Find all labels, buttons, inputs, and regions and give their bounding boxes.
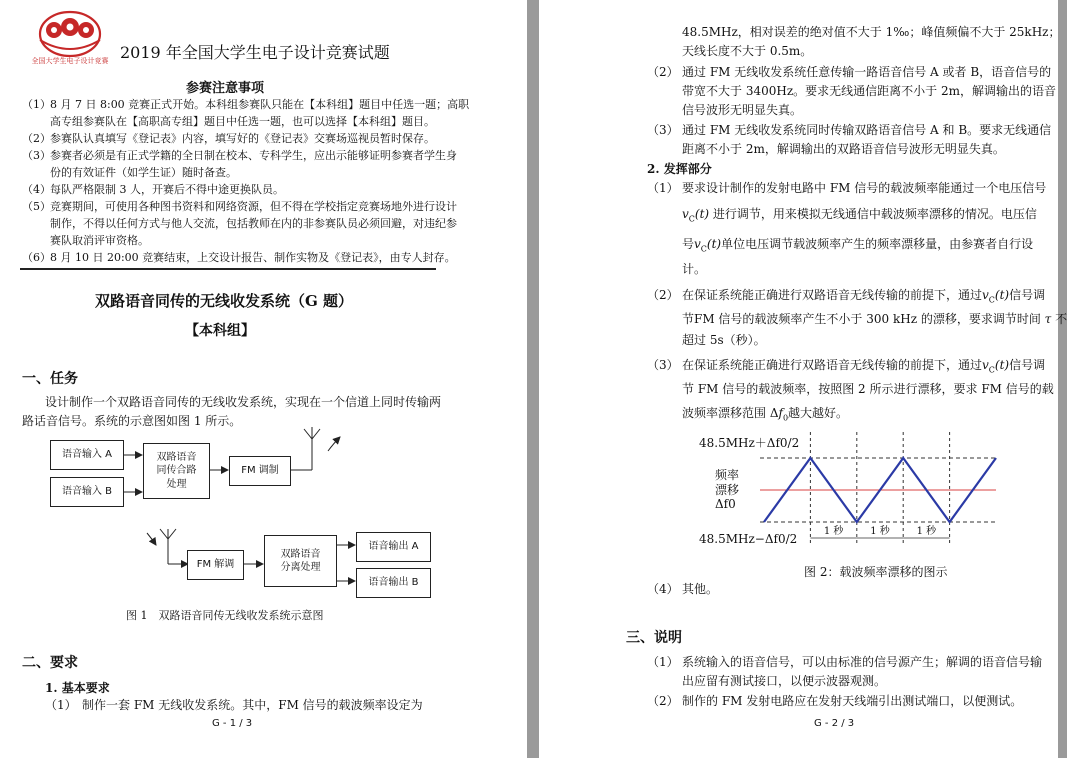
- ext3-number: （3）: [647, 358, 679, 372]
- group-label: 【本科组】: [185, 323, 255, 339]
- notice-line: （6）8 月 10 日 20:00 竞赛结束，上交设计报告、制作实物及《登记表》，由专人封存。: [22, 251, 456, 264]
- note1-line1: 系统输入的语音信号，可以由标准的信号源产生；解调的语音信号输: [682, 655, 1043, 669]
- notice-line: （5）竞赛期间，可使用各种图书资料和网络资源，但不得在学校指定竞赛场地外进行设计: [22, 200, 457, 213]
- header-title: 2019 年全国大学生电子设计竞赛试题: [120, 43, 390, 62]
- fm-modulation-block: FM 调制: [229, 456, 291, 486]
- chart-ylabel-line2: 漂移: [715, 483, 740, 497]
- interval-label: 1 秒: [870, 526, 890, 537]
- ext1-number: （1）: [647, 181, 679, 195]
- notice-line: （1）8 月 7 日 8:00 竞赛正式开始。本科组参赛队只能在【本科组】题目中任选一题；高职: [22, 98, 470, 111]
- chart-ylabel-line3: Δf0: [715, 497, 736, 511]
- ext3-line1: 在保证系统能正确进行双路语音无线传输的前提下，通过$v_C(t)$信号调: [682, 358, 1046, 375]
- notice-line: 高专组参赛队在【高职高专组】题目中任选一题，也可以选择【本科组】题目。: [50, 115, 435, 128]
- chart-bottom-label: 48.5MHz−Δf0/2: [699, 532, 798, 546]
- ext2-line1: 在保证系统能正确进行双路语音无线传输的前提下，通过$v_C(t)$信号调: [682, 288, 1046, 305]
- req1-continuation-line1: 48.5MHz，相对误差的绝对值不大于 1‰；峰值频偏不大于 25kHz；: [682, 25, 1061, 39]
- problem-title: 双路语音同传的无线收发系统（G 题）: [95, 292, 354, 310]
- divider: [20, 268, 436, 270]
- document-page-1: [0, 0, 527, 758]
- notice-line: 份的有效证件（如学生证）随时备查。: [50, 166, 237, 179]
- task-text-line2: 路话音信号。系统的示意图如图 1 所示。: [22, 414, 242, 428]
- chart-ylabel-line1: 频率: [715, 468, 740, 482]
- ext2-number: （2）: [647, 288, 679, 302]
- page-number-1: G - 1 / 3: [212, 718, 253, 729]
- advanced-requirements-heading: 2. 发挥部分: [647, 162, 712, 176]
- figure2-caption: 图 2：载波频率漂移的图示: [804, 565, 948, 579]
- mix-block: 双路语音 同传合路 处理: [143, 443, 210, 499]
- ext3-line3: 波频率漂移范围 $\Delta f_0$越大越好。: [682, 406, 849, 423]
- interval-label: 1 秒: [823, 526, 844, 537]
- input-a-block: 语音输入 A: [50, 440, 124, 470]
- input-b-block: 语音输入 B: [50, 477, 124, 507]
- ext2-line3: 超过 5s（秒）。: [682, 333, 766, 347]
- logo-text: 全国大学生电子设计竞赛: [31, 57, 109, 65]
- req3-number: （3）: [647, 123, 679, 137]
- ext2-line2: 节FM 信号的载波频率产生不小于 300 kHz 的漂移，要求调节时间 τ 不: [682, 312, 1067, 326]
- req2-number: （2）: [647, 65, 679, 79]
- req1-continuation-line2: 天线长度不大于 0.5m。: [682, 44, 813, 58]
- req2-line2: 带宽不大于 3400Hz。要求无线通信距离不小于 2m，解调输出的语音: [682, 84, 1056, 98]
- figure1-caption: 图 1 双路语音同传无线收发系统示意图: [126, 609, 324, 622]
- notice-line: （2）参赛队认真填写《登记表》内容，填写好的《登记表》交赛场巡视员暂时保存。: [22, 132, 435, 145]
- fm-demodulation-block: FM 解调: [187, 550, 244, 580]
- chart-top-label: 48.5MHz＋Δf0/2: [699, 436, 800, 450]
- note2-line1: 制作的 FM 发射电路应在发射天线端引出测试端口，以便测试。: [682, 694, 1023, 708]
- req1-number: （1）: [45, 698, 77, 712]
- note1-line2: 出应留有测试接口，以便示波器观测。: [682, 674, 887, 688]
- notice-title: 参赛注意事项: [186, 81, 265, 96]
- notice-line: 制作，不得以任何方式与他人交流，包括教师在内的非参赛队员必须回避，对违纪参: [50, 217, 457, 230]
- req2-line1: 通过 FM 无线收发系统任意传输一路语音信号 A 或者 B，语音信号的: [682, 65, 1052, 79]
- notice-line: （3）参赛者必须是有正式学籍的全日制在校本、专科学生，应出示能够证明参赛者学生身: [22, 149, 457, 162]
- section-task-heading: 一、任务: [22, 371, 78, 387]
- ext1-line2: $v_C(t)$ 进行调节，用来模拟无线通信中载波频率漂移的情况。电压信: [682, 207, 1037, 224]
- contest-logo: [22, 10, 118, 66]
- section-requirements-heading: 二、要求: [22, 655, 78, 671]
- notice-line: （4）每队严格限制 3 人，开赛后不得中途更换队员。: [22, 183, 284, 196]
- ext1-line3: 号$v_C(t)$单位电压调节载波频率产生的频率漂移量，由参赛者自行设: [682, 237, 1034, 254]
- ext3-line2: 节 FM 信号的载波频率，按照图 2 所示进行漂移，要求 FM 信号的载: [682, 382, 1054, 396]
- ext4-number: （4）: [647, 582, 679, 596]
- output-a-block: 语音输出 A: [356, 532, 431, 562]
- ext1-line1: 要求设计制作的发射电路中 FM 信号的载波频率能通过一个电压信号: [682, 181, 1047, 195]
- req3-line1: 通过 FM 无线收发系统同时传输双路语音信号 A 和 B。要求无线通信: [682, 123, 1052, 137]
- output-b-block: 语音输出 B: [356, 568, 431, 598]
- req3-line2: 距离不小于 2m，解调输出的双路语音信号波形无明显失真。: [682, 142, 1005, 156]
- document-page-2: [539, 0, 1067, 758]
- req1-text: 制作一套 FM 无线收发系统。其中，FM 信号的载波频率设定为: [82, 698, 423, 712]
- ext4-text: 其他。: [682, 582, 719, 596]
- section-notes-heading: 三、说明: [626, 630, 682, 646]
- page-number-2: G - 2 / 3: [814, 718, 855, 729]
- interval-label: 1 秒: [916, 526, 937, 537]
- note2-number: （2）: [647, 694, 679, 708]
- notice-line: 赛队取消评审资格。: [50, 234, 149, 247]
- ext1-line4: 计。: [682, 262, 707, 276]
- note1-number: （1）: [647, 655, 679, 669]
- req2-line3: 信号波形无明显失真。: [682, 103, 803, 117]
- task-text-line1: 设计制作一个双路语音同传的无线收发系统，实现在一个信道上同时传输两: [45, 395, 442, 409]
- separation-block: 双路语音 分离处理: [264, 535, 337, 587]
- basic-requirements-heading: 1. 基本要求: [45, 681, 110, 695]
